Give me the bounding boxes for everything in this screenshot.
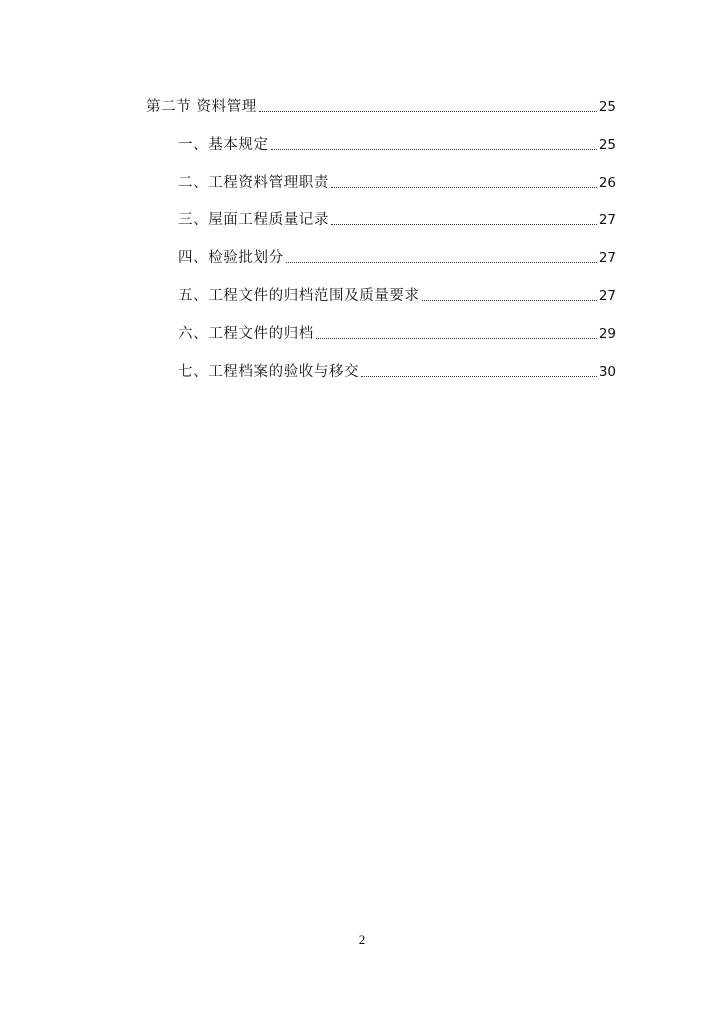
toc-entry-2[interactable] [178, 172, 616, 194]
page-number: 2 [358, 932, 366, 947]
toc-entry-title: 第二节 资料管理 [146, 99, 257, 115]
toc-dot-leader [422, 299, 597, 301]
toc-entry-6[interactable] [178, 323, 616, 345]
toc-entry-section-2[interactable] [146, 96, 616, 118]
toc-entry-title: 七、工程档案的验收与移交 [178, 364, 360, 380]
toc-entry-title: 四、检验批划分 [178, 250, 284, 266]
toc-dot-leader [286, 261, 597, 263]
toc-entry-title: 二、工程资料管理职责 [178, 175, 329, 191]
toc-entry-title: 三、屋面工程质量记录 [178, 212, 329, 228]
toc-entry-page: 25 [598, 99, 616, 115]
toc-entry-page: 27 [598, 288, 616, 304]
toc-entry-page: 27 [598, 250, 616, 266]
toc-dot-leader [271, 148, 597, 150]
toc-dot-leader [331, 223, 597, 225]
toc-entry-page: 27 [598, 212, 616, 228]
toc-entry-1[interactable] [178, 134, 616, 156]
toc-entry-title: 六、工程文件的归档 [178, 326, 314, 342]
toc-dot-leader [331, 186, 597, 188]
toc-entry-page: 25 [598, 137, 616, 153]
toc-dot-leader [316, 337, 597, 339]
toc-entry-page: 29 [598, 326, 616, 342]
toc-entry-7[interactable] [178, 361, 616, 383]
toc-entry-4[interactable] [178, 247, 616, 269]
toc-entry-title: 一、基本规定 [178, 137, 269, 153]
table-of-contents [0, 0, 724, 400]
toc-entry-title: 五、工程文件的归档范围及质量要求 [178, 288, 420, 304]
toc-entry-3[interactable] [178, 209, 616, 231]
toc-dot-leader [259, 110, 597, 112]
toc-entry-page: 26 [598, 175, 616, 191]
toc-entry-page: 30 [598, 364, 616, 380]
toc-dot-leader [361, 375, 597, 377]
toc-entry-5[interactable] [178, 285, 616, 307]
